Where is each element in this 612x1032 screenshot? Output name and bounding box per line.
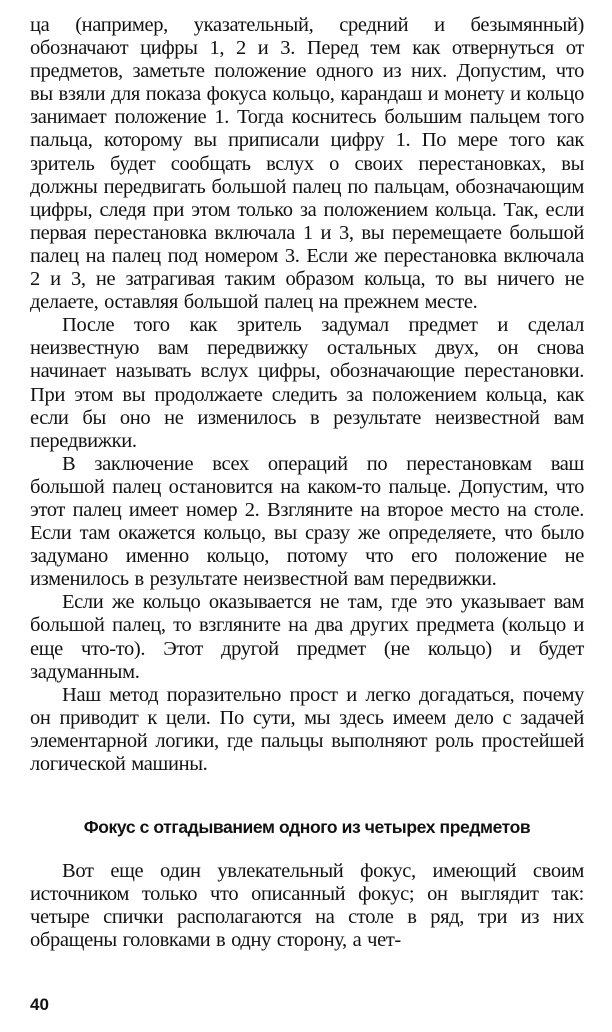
paragraph-3: В заключение всех операций по перестановкам ваш большой палец остановится на каком-то пальце. Допустим, что этот палец имеет номер 2. Взгляните на второе место на столе. Если там окажется кольцо, вы сразу же определяете, что было задумано именно кольцо, потому что его положение не изменилось в результате неизвестной вам передвижки. [30, 452, 584, 591]
paragraph-5: Наш метод поразительно прост и легко догадаться, почему он приводит к цели. По сути, мы здесь имеем дело с задачей элементарной логики, где пальцы выполняют роль простейшей логической машины. [30, 683, 584, 775]
page-number: 40 [30, 995, 49, 1014]
paragraph-1: ца (например, указательный, средний и безымянный) обозначают цифры 1, 2 и 3. Перед тем как отвернуться от предметов, заметьте положение одного из них. Допустим, что вы взяли для показа фокуса кольцо, карандаш и монету и кольцо занимает положение 1. Тогда коснитесь большим пальцем того пальца, которому вы приписали цифру 1. По мере того как зритель будет сообщать вслух о своих перестановках, вы должны передвигать большой палец по пальцам, обозначающим цифры, следя при этом только за положением кольца. Так, если первая перестановка включала 1 и 3, вы перемещаете большой палец на палец под номером 3. Если же перестановка включала 2 и 3, не затрагивая таким образом кольца, то вы ничего не делаете, оставляя большой палец на прежнем месте. [30, 14, 584, 314]
section-heading: Фокус с отгадыванием одного из четырех предметов [83, 817, 531, 838]
paragraph-2: После того как зритель задумал предмет и сделал неизвестную вам передвижку остальных двух, он снова начинает называть вслух цифры, обозначающие перестановки. При этом вы продолжаете следить за положением кольца, как если бы оно не изменилось в результате неизвестной вам передвижки. [30, 314, 584, 452]
paragraph-6: Вот еще один увлекательный фокус, имеющий своим источником только что описанный фокус; он выглядит так: четыре спички располагаются на столе в ряд, три из них обращены головками в одну сторону, а чет- [30, 860, 584, 952]
paragraph-4: Если же кольцо оказывается не там, где это указывает вам большой палец, то взгляните на два других предмета (кольцо и еще что-то). Этот другой предмет (не кольцо) и будет задуманным. [30, 591, 584, 683]
page-body [30, 14, 584, 952]
